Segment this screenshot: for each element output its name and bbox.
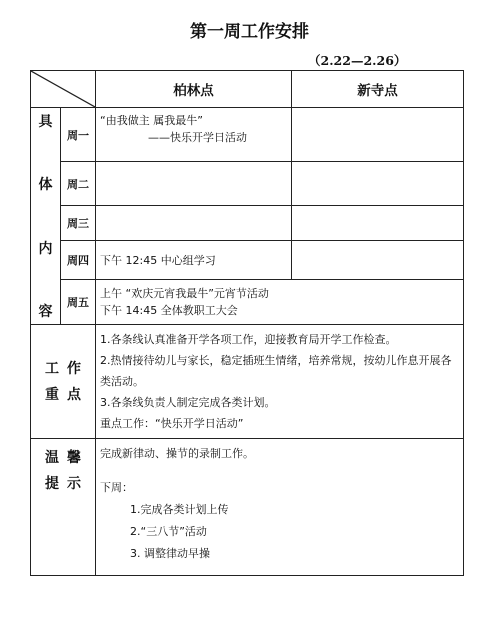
- section-label-char: 馨: [67, 450, 81, 466]
- date-range: （2.22—2.26）: [308, 53, 407, 68]
- day-content-thu-xinsi: [292, 241, 464, 280]
- reminder-item: 2.“三八节”活动: [130, 525, 207, 538]
- page-title: 第一周工作安排: [190, 22, 309, 42]
- section-label-char: 提: [45, 476, 59, 492]
- reminder-item: 3. 调整律动早操: [130, 547, 210, 560]
- header-corner-cell: [31, 71, 96, 108]
- content-line: 2.热情接待幼儿与家长，稳定插班生情绪，培养常规，按幼儿作息开展各: [100, 354, 452, 367]
- section-label-char: 具: [38, 114, 53, 130]
- content-line: 重点工作：“快乐开学日活动”: [100, 417, 244, 430]
- day-content-fri: [96, 280, 464, 325]
- content-line: 下午 14:45 全体教职工大会: [100, 304, 238, 317]
- day-label-thu: 周四: [61, 241, 96, 280]
- reminder-item: 1.完成各类计划上传: [130, 503, 229, 516]
- content-line: 完成新律动、操节的录制工作。: [100, 447, 254, 460]
- day-label-mon: 周一: [61, 108, 96, 162]
- day-label-fri: 周五: [61, 280, 96, 325]
- day-content-tue-xinsi: [292, 162, 464, 206]
- section-label-char: 重: [45, 386, 59, 403]
- day-content-tue: [96, 162, 292, 206]
- section-label-char: 温: [45, 450, 59, 466]
- reminder-content: [96, 439, 464, 576]
- schedule-table: [30, 70, 464, 576]
- section-label-char: 示: [67, 476, 81, 492]
- section-label-details: [31, 108, 61, 325]
- section-label-char: 工: [45, 360, 59, 377]
- column-header-xinsi: 新寺点: [292, 71, 464, 108]
- content-line: 上午 “欢庆元宵我最牛”元宵节活动: [100, 287, 269, 300]
- diagonal-line: [31, 71, 95, 107]
- day-content-mon: [96, 108, 292, 162]
- day-label-wed: 周三: [61, 206, 96, 241]
- day-content-mon-xinsi: [292, 108, 464, 162]
- column-header-bolin: 柏林点: [96, 71, 292, 108]
- key-work-content: [96, 325, 464, 439]
- day-content-wed-xinsi: [292, 206, 464, 241]
- day-content-thu: [96, 241, 292, 280]
- content-line: 类活动。: [100, 375, 144, 388]
- content-line: ——快乐开学日活动: [148, 131, 247, 144]
- section-label-char: 点: [67, 386, 81, 403]
- section-label-char: 容: [38, 303, 53, 320]
- content-line: 1.各条线认真准备开学各项工作，迎接教育局开学工作检查。: [100, 333, 397, 346]
- content-line: “由我做主 属我最牛”: [100, 114, 203, 127]
- section-label-key-work: [31, 325, 96, 439]
- day-label-tue: 周二: [61, 162, 96, 206]
- section-label-char: 作: [67, 360, 81, 377]
- section-label-char: 内: [38, 240, 53, 257]
- section-label-char: 体: [38, 177, 53, 194]
- content-line: 3.各条线负责人制定完成各类计划。: [100, 396, 276, 409]
- content-line: 下午 12:45 中心组学习: [100, 253, 216, 267]
- section-label-reminder: [31, 439, 96, 576]
- next-week-label: 下周：: [100, 481, 133, 494]
- day-content-wed: [96, 206, 292, 241]
